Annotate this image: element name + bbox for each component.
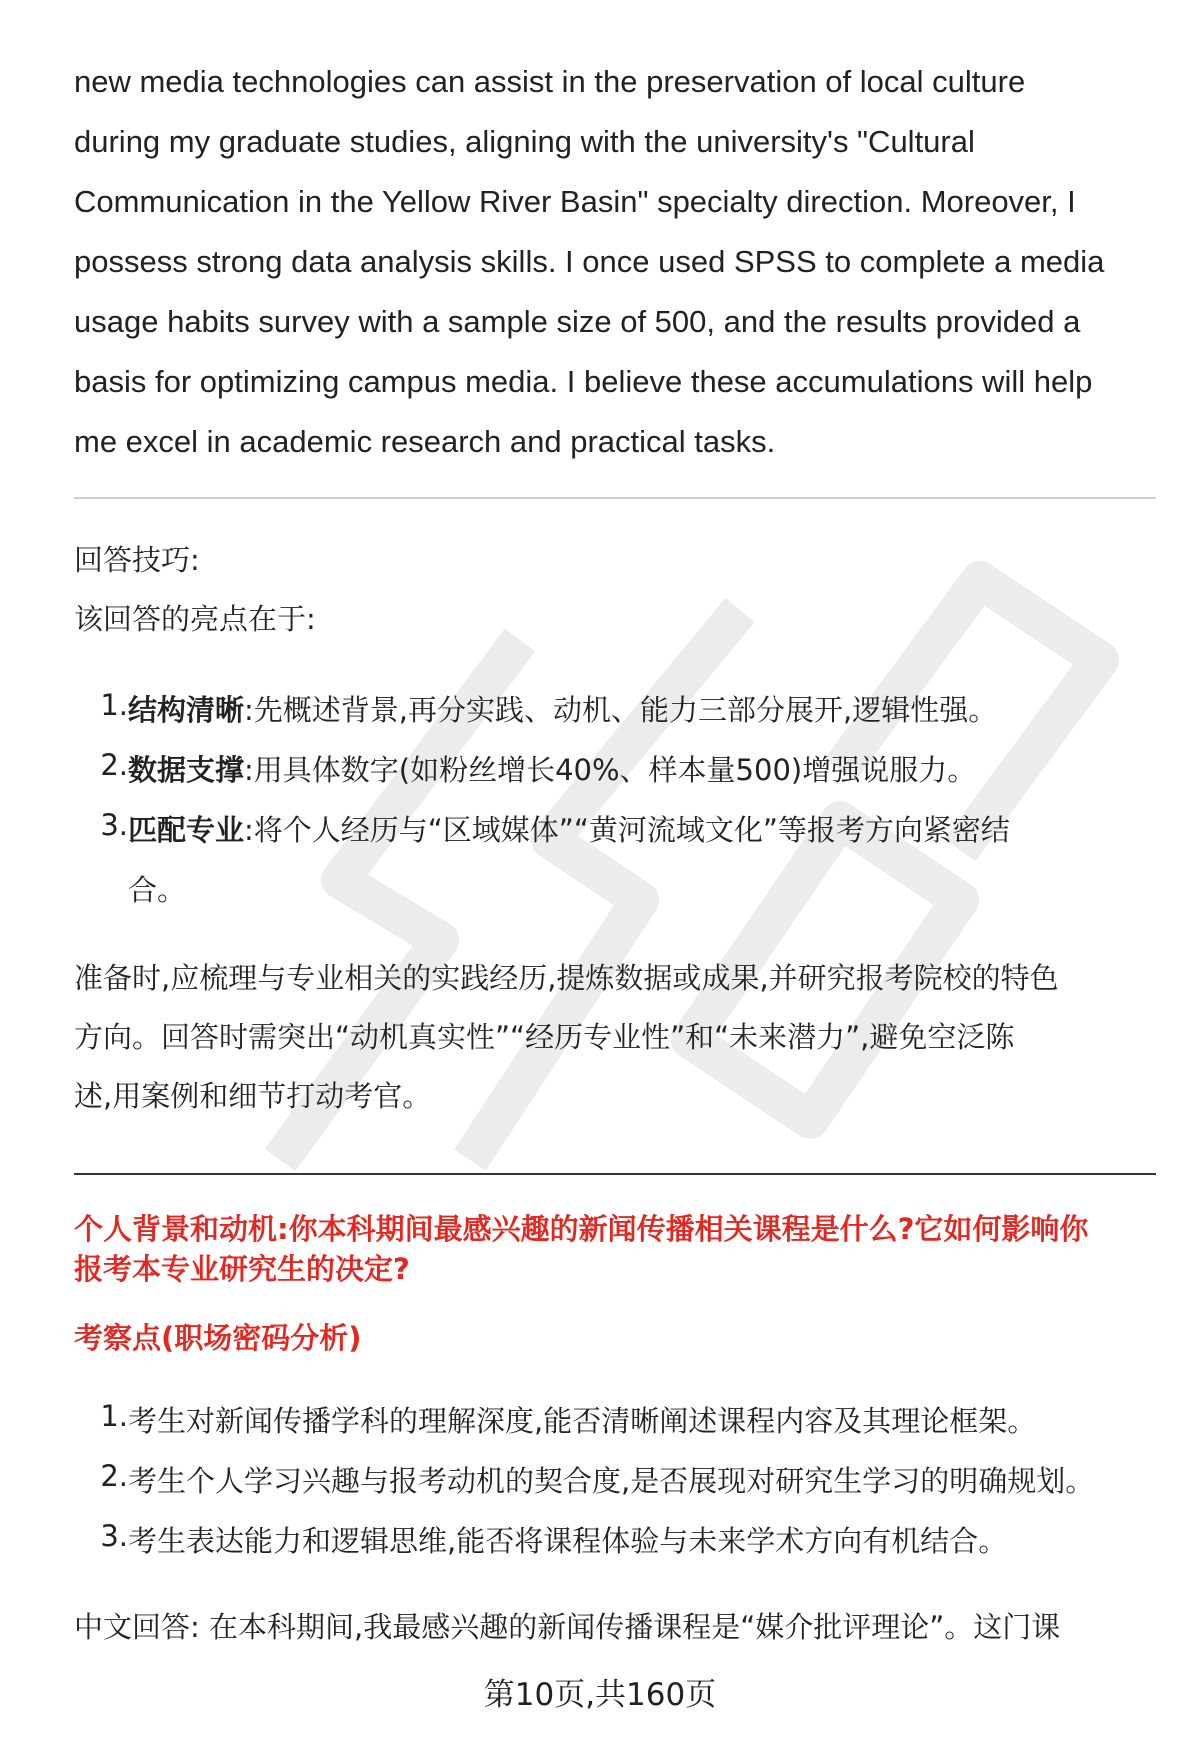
list-text: :将个人经历与“区域媒体”“黄河流域文化”等报考方向紧密结 — [244, 813, 1010, 847]
list-text: 合。 — [128, 873, 187, 907]
list-number: 1. — [100, 688, 128, 722]
answer-start: 中文回答: 在本科期间,我最感兴趣的新闻传播课程是“媒介批评理论”。这门课 — [74, 1610, 1061, 1644]
english-line: possess strong data analysis skills. I once used SPSS to complete a media — [74, 244, 1105, 279]
page-number: 第10页,共160页 — [483, 1677, 717, 1713]
advice-line: 准备时,应梳理与专业相关的实践经历,提炼数据或成果,并研究报考院校的特色 — [74, 961, 1059, 995]
list-number: 3. — [100, 808, 128, 842]
list-number: 1. — [100, 1399, 128, 1433]
english-line: Communication in the Yellow River Basin" specialty direction. Moreover, I — [74, 184, 1076, 219]
english-line: me excel in academic research and practical tasks. — [74, 424, 776, 459]
highlight-term: 结构清晰 — [128, 693, 245, 727]
section-divider — [74, 497, 1156, 499]
list-item — [74, 1459, 1095, 1498]
list-item — [74, 748, 977, 787]
english-line: during my graduate studies, aligning with the university's "Cultural — [74, 124, 975, 159]
list-item — [74, 688, 998, 727]
list-item — [74, 1519, 1008, 1558]
list-text: :用具体数字(如粉丝增长40%、样本量500)增强说服力。 — [244, 753, 977, 787]
list-item — [74, 1399, 1037, 1438]
list-text: 考生表达能力和逻辑思维,能否将课程体验与未来学术方向有机结合。 — [128, 1524, 1008, 1558]
tips-heading: 回答技巧: — [74, 543, 200, 577]
english-answer-paragraph — [74, 52, 1144, 472]
advice-line: 述,用案例和细节打动考官。 — [74, 1079, 432, 1113]
list-item — [74, 808, 1010, 847]
section-divider — [74, 1173, 1156, 1175]
highlight-term: 匹配专业 — [128, 813, 245, 847]
list-text: 考生对新闻传播学科的理解深度,能否清晰阐述课程内容及其理论框架。 — [128, 1404, 1037, 1438]
english-line: new media technologies can assist in the preservation of local culture — [74, 64, 1026, 99]
list-text: 考生个人学习兴趣与报考动机的契合度,是否展现对研究生学习的明确规划。 — [128, 1464, 1095, 1498]
list-number: 3. — [100, 1519, 128, 1553]
list-number: 2. — [100, 1459, 128, 1493]
tips-intro: 该回答的亮点在于: — [74, 602, 316, 636]
list-number: 2. — [100, 748, 128, 782]
english-line: basis for optimizing campus media. I believe these accumulations will help — [74, 364, 1093, 399]
list-item-continuation — [74, 868, 187, 907]
highlight-term: 数据支撑 — [128, 753, 245, 787]
question-title: 个人背景和动机:你本科期间最感兴趣的新闻传播相关课程是什么?它如何影响你 — [74, 1212, 1089, 1246]
english-line: usage habits survey with a sample size of 500, and the results provided a — [74, 304, 1081, 339]
list-text: :先概述背景,再分实践、动机、能力三部分展开,逻辑性强。 — [244, 693, 998, 727]
advice-line: 方向。回答时需突出“动机真实性”“经历专业性”和“未来潜力”,避免空泛陈 — [74, 1020, 1015, 1054]
points-heading: 考察点(职场密码分析) — [74, 1321, 362, 1355]
question-title: 报考本专业研究生的决定? — [74, 1252, 410, 1286]
